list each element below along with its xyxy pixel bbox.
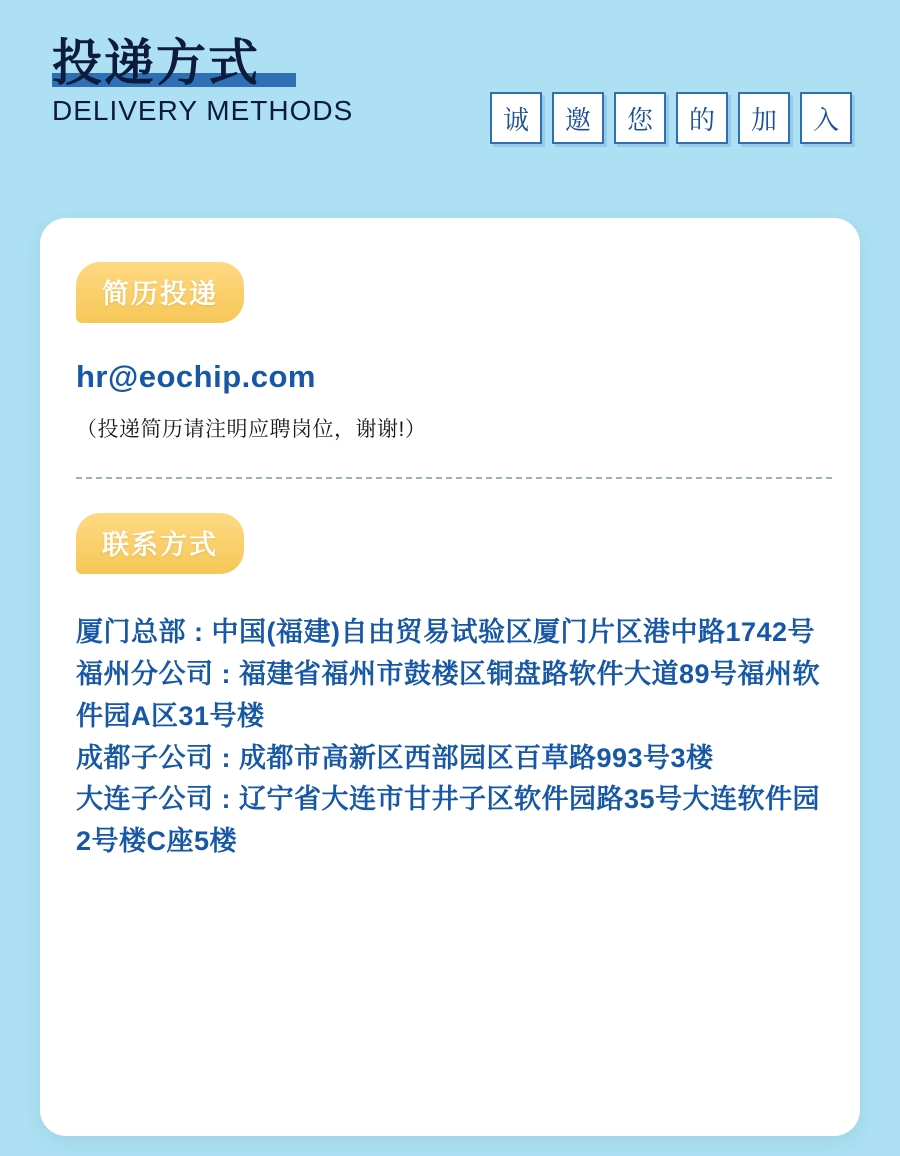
section-divider <box>76 477 832 479</box>
slogan-char-4: 的 <box>676 92 728 144</box>
title-block <box>52 36 353 127</box>
content-card <box>40 218 860 1136</box>
resume-section-pill: 简历投递 <box>76 262 244 323</box>
address-item: 大连子公司 : 辽宁省大连市甘井子区软件园路35号大连软件园2号楼C座5楼 <box>76 784 821 857</box>
page-subtitle: DELIVERY METHODS <box>52 95 354 126</box>
page-header <box>0 0 900 150</box>
resume-note: （投递简历请注明应聘岗位，谢谢!） <box>76 418 427 441</box>
address-item: 成都子公司 : 成都市高新区西部园区百草路993号3楼 <box>76 742 714 773</box>
slogan-char-2: 邀 <box>552 92 604 144</box>
slogan-char-6: 入 <box>800 92 852 144</box>
address-item: 福州分公司 : 福建省福州市鼓楼区铜盘路软件大道89号福州软件园A区31号楼 <box>76 658 821 731</box>
page-title: 投递方式 <box>52 35 260 91</box>
slogan-char-3: 您 <box>614 92 666 144</box>
contact-email[interactable]: hr@eochip.com <box>76 359 316 394</box>
address-list <box>76 612 824 863</box>
title-cn-wrapper <box>52 36 260 91</box>
slogan-char-5: 加 <box>738 92 790 144</box>
slogan-group <box>490 92 852 144</box>
contact-section <box>76 513 824 863</box>
contact-section-pill: 联系方式 <box>76 513 244 574</box>
slogan-char-1: 诚 <box>490 92 542 144</box>
address-item: 厦门总部 : 中国(福建)自由贸易试验区厦门片区港中路1742号 <box>76 617 816 647</box>
